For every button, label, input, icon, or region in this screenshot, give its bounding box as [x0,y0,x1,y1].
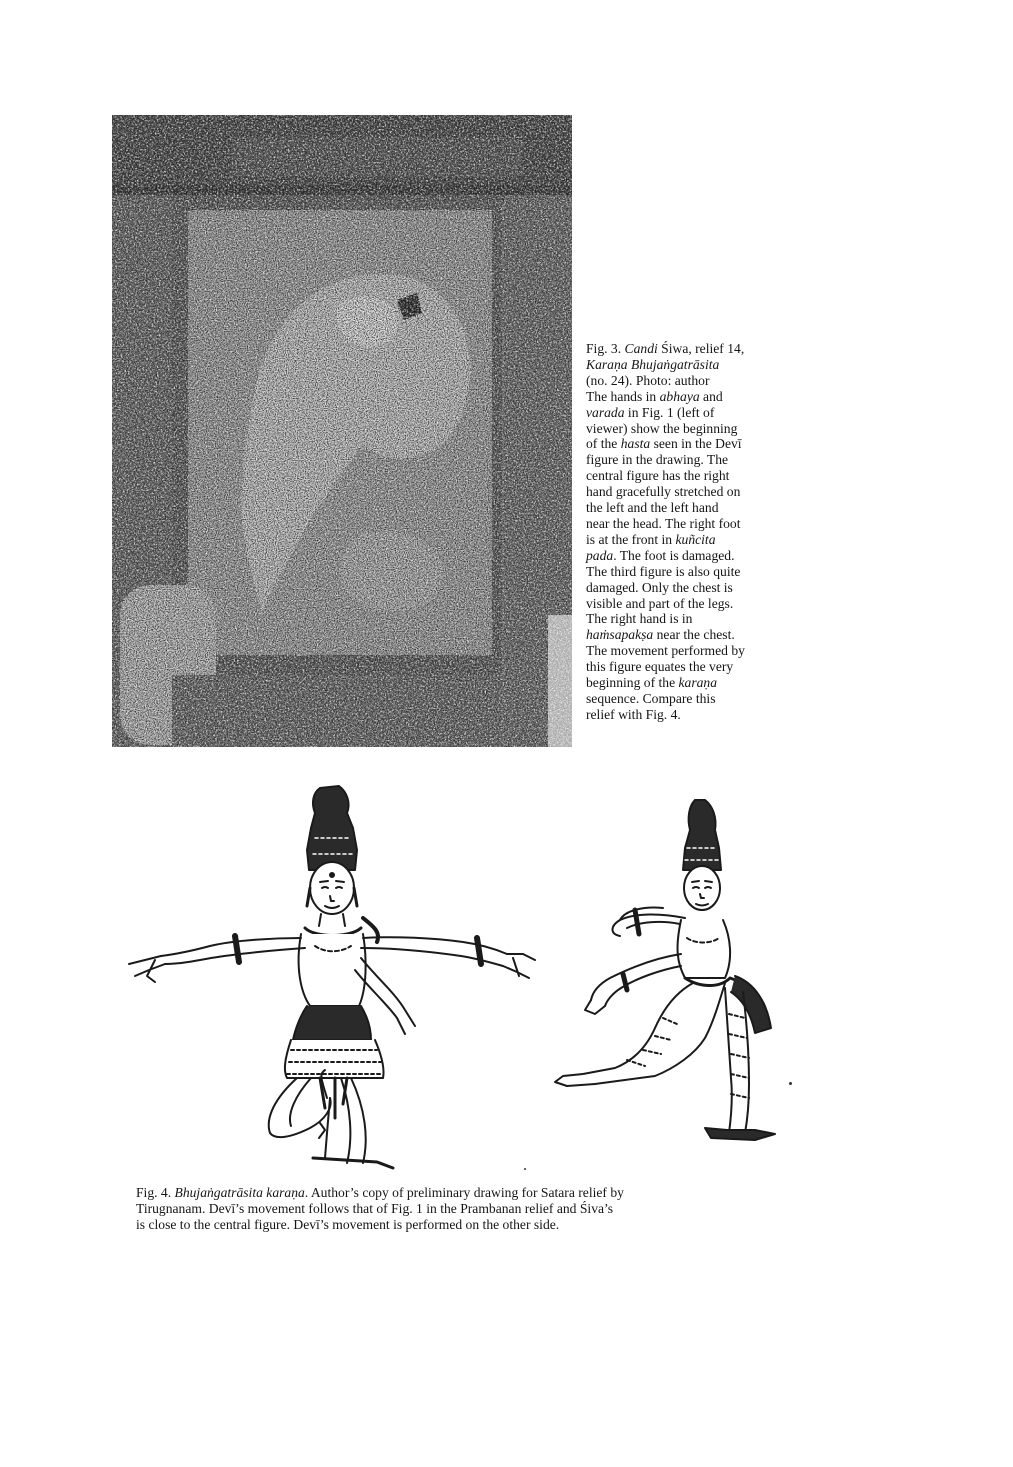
caption-text: relief with Fig. 4. [586,706,681,722]
italic-term: haṁsapakṣa [586,627,654,643]
caption-line [586,643,786,659]
italic-term: hasta [620,436,651,452]
italic-term: kuñcita [675,531,716,547]
caption-line [586,627,786,643]
caption-text: . Author’s copy of preliminary drawing for Satara relief by [304,1185,624,1200]
caption-text: is close to the central figure. Devī’s movement is performed on the other side. [136,1217,560,1232]
caption-line [586,357,786,373]
caption-line [586,516,786,532]
caption-line [586,548,786,564]
caption-line [586,452,786,468]
caption-text: of the [586,436,621,452]
caption-text: seen in the Devī [650,436,742,452]
caption-text: (no. 24). Photo: author [586,372,710,388]
caption-line [136,1217,816,1233]
caption-line [136,1201,816,1217]
caption-line [586,468,786,484]
caption-line [586,389,786,405]
caption-line [586,580,786,596]
caption-text: hand gracefully stretched on [586,484,741,500]
caption-text: . The foot is damaged. [613,547,735,563]
caption-line [586,707,786,723]
caption-line [586,596,786,612]
caption-text: this figure equates the very [586,659,734,675]
italic-term: abhaya [659,388,700,404]
caption-text: The movement performed by [586,643,745,659]
figure-3-caption [586,341,786,723]
caption-text: in Fig. 1 (left of [624,404,715,420]
italic-term: Karaṇa Bhujaṅgatrāsita [586,356,720,372]
caption-text: The right hand is in [586,611,693,627]
caption-text: Fig. 4. [136,1185,175,1200]
caption-text: the left and the left hand [586,500,719,516]
siva-figure [129,786,535,1168]
caption-line [586,611,786,627]
dancer-drawings [115,778,800,1178]
italic-term: Candi [624,341,658,356]
caption-text: beginning of the [586,675,679,691]
caption-text: figure in the drawing. The [586,452,729,468]
scan-speck [524,1168,526,1170]
caption-line [586,484,786,500]
caption-text: near the chest. [653,627,735,643]
devi-figure [555,800,775,1140]
caption-text: central figure has the right [586,468,730,484]
figure-4-caption [136,1185,816,1233]
caption-line [586,532,786,548]
caption-line [586,405,786,421]
caption-line [586,564,786,580]
caption-line [586,341,786,357]
caption-text: is at the front in [586,531,676,547]
scan-speck [789,1082,792,1085]
italic-term: Bhujaṅgatrāsita karaṇa [174,1185,305,1200]
caption-text: sequence. Compare this [586,690,716,706]
italic-term: pada [586,547,614,563]
caption-text: visible and part of the legs. [586,595,734,611]
caption-text: The hands in [586,388,660,404]
caption-text: damaged. Only the chest is [586,579,733,595]
caption-text: viewer) show the beginning [586,420,738,436]
relief-photograph [112,115,572,747]
caption-text: The third figure is also quite [586,563,741,579]
caption-text: Śiwa, relief 14, [657,341,745,356]
italic-term: karaṇa [678,675,718,691]
caption-text: and [699,388,723,404]
caption-line [586,691,786,707]
caption-line [586,421,786,437]
caption-line [586,675,786,691]
caption-text: near the head. The right foot [586,515,741,531]
caption-line [586,500,786,516]
italic-term: varada [586,404,625,420]
caption-line [586,436,786,452]
caption-text: Tirugnanam. Devī’s movement follows that of Fig. 1 in the Prambanan relief and Śiva’s [136,1201,614,1216]
caption-line [136,1185,816,1201]
caption-line [586,659,786,675]
caption-text: Fig. 3. [586,341,625,356]
caption-line [586,373,786,389]
